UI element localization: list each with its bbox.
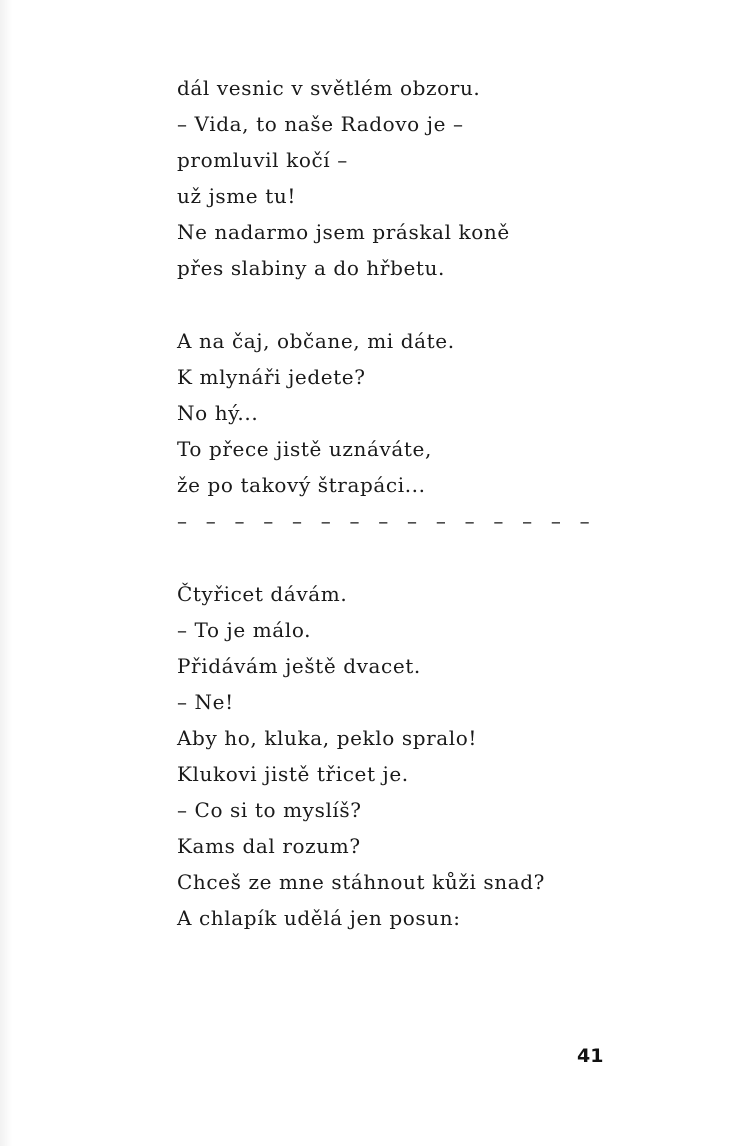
poem-line: – Ne! [177,690,234,714]
poem-line: – Co si to myslíš? [177,798,362,822]
poem-line: Čtyřicet dávám. [177,582,348,606]
poem-line: – Vida, to naše Radovo je – [177,112,464,136]
poem-line: promluvil kočí – [177,148,348,172]
poem-line: dál vesnic v světlém obzoru. [177,76,481,100]
stanza-3 [177,576,545,936]
poem-line: No hý... [177,401,259,425]
poem-line: přes slabiny a do hřbetu. [177,256,445,280]
poem-line: Kams dal rozum? [177,834,361,858]
dash-separator: – – – – – – – – – – – – – – – [177,509,596,533]
stanza-2 [177,323,596,539]
poem-line: že po takový štrapáci... [177,473,426,497]
poem-line: Přidávám ještě dvacet. [177,654,421,678]
poem-line: Aby ho, kluka, peklo spralo! [177,726,478,750]
poem-line: Klukovi jistě třicet je. [177,762,409,786]
poem-line: A na čaj, občane, mi dáte. [177,329,455,353]
poem-line: K mlynáři jedete? [177,365,366,389]
page-number: 41 [577,1045,604,1067]
poem-line: To přece jistě uznáváte, [177,437,432,461]
poem-line: – To je málo. [177,618,312,642]
page-binding-edge [0,0,12,1146]
stanza-1 [177,70,510,286]
poem-line: už jsme tu! [177,184,296,208]
poem-line: A chlapík udělá jen posun: [177,906,461,930]
poem-line: Ne nadarmo jsem práskal koně [177,220,510,244]
poem-line: Chceš ze mne stáhnout kůži snad? [177,870,545,894]
